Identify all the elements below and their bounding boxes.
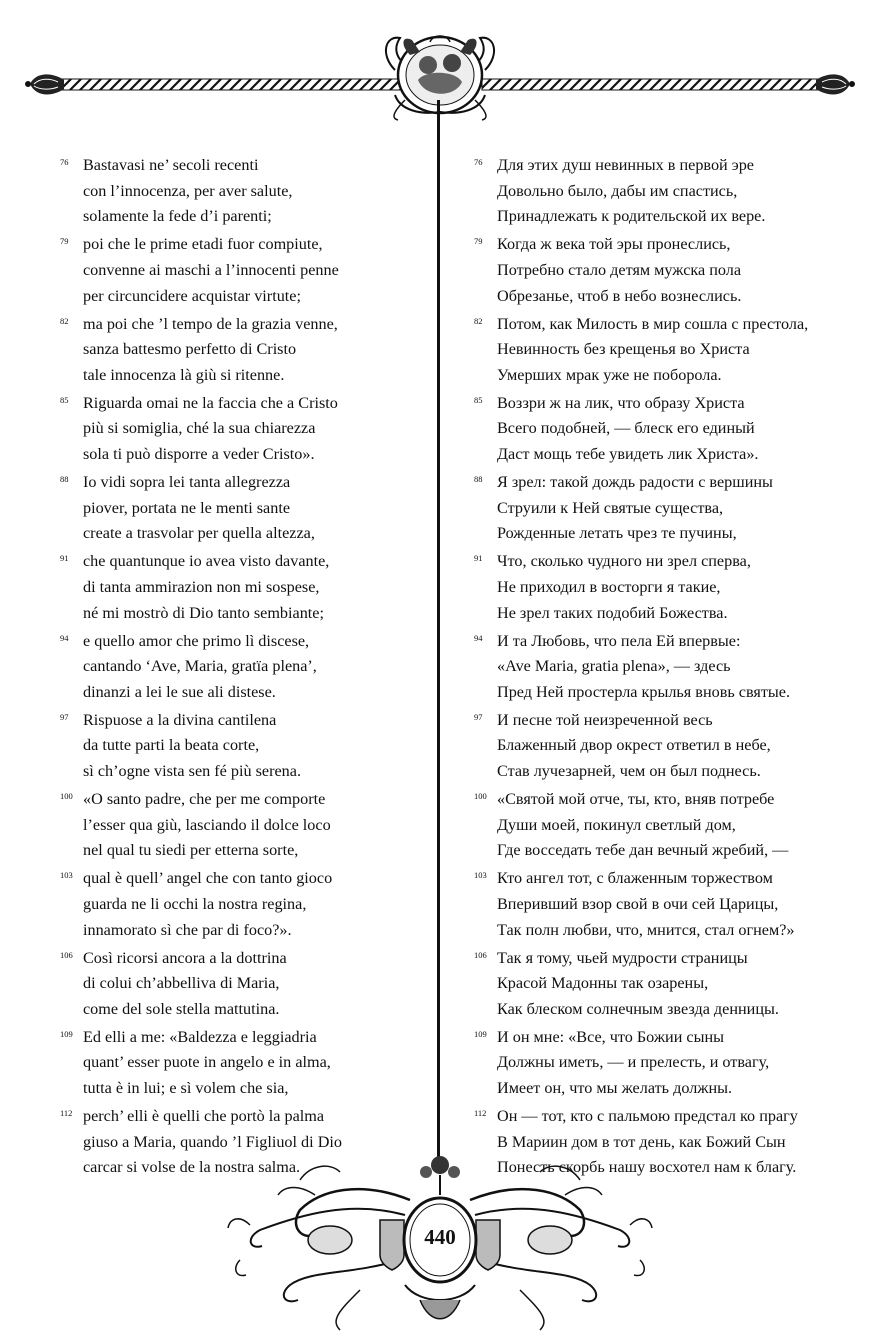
verse-line: nel qual tu siedi per etterna sorte, bbox=[83, 841, 299, 860]
line-number: 85 bbox=[474, 394, 483, 405]
line-number: 100 bbox=[474, 791, 487, 801]
tassel-left-icon bbox=[25, 74, 64, 94]
rope-bar-left bbox=[60, 79, 400, 90]
verse-line: l’esser qua giù, lasciando il dolce loco bbox=[83, 815, 331, 834]
russian-column bbox=[474, 153, 834, 1183]
tercet bbox=[474, 549, 834, 626]
verse-line: Обрезанье, чтоб в небо вознеслись. bbox=[497, 286, 742, 305]
line-number: 109 bbox=[474, 1028, 487, 1039]
tercet bbox=[60, 946, 420, 1023]
verse-line: Для этих душ невинных в первой эре bbox=[497, 156, 754, 174]
tercet bbox=[474, 312, 834, 389]
verse-line: né mi mostrò di Dio tanto sembiante; bbox=[83, 603, 324, 622]
verse-line: come del sole stella mattutina. bbox=[83, 999, 280, 1018]
verse-line: sì ch’ogne vista sen fé più serena. bbox=[83, 762, 302, 781]
tercet bbox=[474, 787, 834, 864]
tercet bbox=[60, 708, 420, 785]
verse-line: Io vidi sopra lei tanta allegrezza bbox=[83, 473, 291, 491]
verse-line: Не зрел таких подобий Божества. bbox=[497, 603, 728, 622]
verse-line: e quello amor che primo lì discese, bbox=[83, 631, 310, 650]
line-number: 106 bbox=[474, 949, 487, 960]
tercet bbox=[474, 153, 834, 230]
verse-line: tutta è in lui; e sì volem che sia, bbox=[83, 1079, 289, 1098]
verse-line: poi che le prime etadi fuor compiute, bbox=[83, 235, 323, 254]
verse-line: Так я тому, чьей мудрости страницы bbox=[497, 948, 748, 967]
tercet bbox=[60, 153, 420, 230]
verse-line: tale innocenza là giù si ritenne. bbox=[83, 365, 285, 384]
verse-line: Когда ж века той эры пронеслись, bbox=[497, 235, 731, 254]
tercet bbox=[474, 708, 834, 785]
tercet bbox=[60, 470, 420, 547]
italian-column bbox=[60, 153, 420, 1183]
verse-line: В Мариин дом в тот день, как Божий Сын bbox=[497, 1132, 786, 1151]
verse-line: Потом, как Милость в мир сошла с престола, bbox=[497, 314, 809, 333]
line-number: 91 bbox=[474, 553, 483, 564]
verse-line: con l’innocenza, per aver salute, bbox=[83, 181, 293, 200]
verse-line: per circuncidere acquistar virtute; bbox=[83, 286, 301, 305]
verse-line: Он — тот, кто с пальмою предстал ко прагу bbox=[497, 1107, 798, 1125]
verse-line: Воззри ж на лик, что образу Христа bbox=[497, 393, 745, 412]
rope-bar-right bbox=[482, 79, 822, 90]
line-number: 88 bbox=[474, 474, 483, 484]
verse-line: «Ave Maria, gratia plena», — здесь bbox=[497, 657, 731, 676]
verse-line: Красой Мадонны так озарены, bbox=[497, 974, 709, 993]
verse-line: Не приходил в восторги я такие, bbox=[497, 577, 721, 596]
verse-line: Рожденные летать чрез те пучины, bbox=[497, 524, 737, 543]
line-number: 112 bbox=[60, 1108, 73, 1118]
verse-line: Блаженный двор окрест ответил в небе, bbox=[497, 736, 771, 755]
tercet bbox=[474, 946, 834, 1023]
tercet bbox=[60, 391, 420, 468]
verse-line: Имеет он, что мы желать должны. bbox=[497, 1079, 733, 1098]
tercet bbox=[60, 787, 420, 864]
top-ornament bbox=[0, 0, 880, 150]
verse-line: Кто ангел тот, с блаженным торжеством bbox=[497, 869, 773, 888]
verse-line: «O santo padre, che per me comporte bbox=[83, 790, 326, 808]
verse-line: Così ricorsi ancora a la dottrina bbox=[83, 948, 287, 967]
verse-line: Где восседать тебе дан вечный жребий, — bbox=[497, 841, 789, 860]
line-number: 76 bbox=[474, 157, 483, 167]
verse-line: Невинность без крещенья во Христа bbox=[497, 340, 750, 359]
verse-line: Так полн любви, что, мнится, стал огнем?» bbox=[497, 920, 795, 939]
verse-line: Став лучезарней, чем он был поднесь. bbox=[497, 762, 761, 781]
line-number: 112 bbox=[474, 1108, 487, 1118]
line-number: 85 bbox=[60, 394, 69, 405]
line-number: 97 bbox=[474, 711, 483, 722]
verse-line: piover, portata ne le menti sante bbox=[83, 498, 291, 517]
line-number: 82 bbox=[474, 315, 483, 326]
tercet bbox=[60, 1025, 420, 1102]
tassel-right-icon bbox=[816, 74, 855, 94]
verse-line: Что, сколько чудного ни зрел сперва, bbox=[497, 552, 751, 571]
verse-line: Вперивший взор свой в очи сей Царицы, bbox=[497, 894, 779, 913]
verse-line: quant’ esser puote in angelo e in alma, bbox=[83, 1053, 331, 1072]
verse-line: che quantunque io avea visto davante, bbox=[83, 552, 330, 571]
verse-line: di tanta ammirazion non mi sospese, bbox=[83, 577, 320, 596]
verse-line: create a trasvolar per quella altezza, bbox=[83, 524, 315, 543]
verse-line: di colui ch’abbelliva di Maria, bbox=[83, 974, 280, 993]
line-number: 94 bbox=[474, 632, 483, 643]
verse-line: sola ti può disporre a veder Cristo». bbox=[83, 445, 315, 464]
verse-line: cantando ‘Ave, Maria, gratïa plena’, bbox=[83, 657, 317, 676]
verse-line: innamorato sì che par di foco?». bbox=[83, 920, 292, 939]
verse-line: più si somiglia, ché la sua chiarezza bbox=[83, 419, 316, 438]
line-number: 91 bbox=[60, 553, 69, 564]
tercet bbox=[474, 470, 834, 547]
line-number: 100 bbox=[60, 791, 73, 801]
verse-line: И та Любовь, что пела Ей впервые: bbox=[497, 631, 741, 650]
verse-line: carcar si volse de la nostra salma. bbox=[83, 1158, 301, 1177]
verse-line: convenne ai maschi a l’innocenti penne bbox=[83, 260, 339, 279]
verse-line: Как блеском солнечным звезда денницы. bbox=[497, 999, 779, 1018]
verse-line: solamente la fede d’i parenti; bbox=[83, 207, 272, 226]
verse-line: Пред Ней простерла крылья вновь святые. bbox=[497, 682, 791, 701]
line-number: 106 bbox=[60, 949, 73, 960]
verse-line: Rispuose a la divina cantilena bbox=[83, 710, 277, 729]
tercet bbox=[474, 232, 834, 309]
tercet bbox=[60, 629, 420, 706]
page-number: 440 bbox=[424, 1225, 456, 1249]
verse-line: Струили к Ней святые существа, bbox=[497, 498, 724, 517]
tercet bbox=[60, 312, 420, 389]
verse-line: Умерших мрак уже не поборола. bbox=[497, 365, 722, 384]
verse-line: Довольно было, дабы им спастись, bbox=[497, 181, 738, 200]
verse-line: Должны иметь, — и прелесть, и отвагу, bbox=[497, 1053, 770, 1072]
verse-line: giuso a Maria, quando ’l Figliuol di Dio bbox=[83, 1132, 342, 1151]
verse-line: Я зрел: такой дождь радости с вершины bbox=[497, 473, 773, 491]
tercet bbox=[474, 391, 834, 468]
verse-line: perch’ elli è quelli che portò la palma bbox=[83, 1107, 325, 1125]
cherub-cartouche-icon bbox=[386, 36, 494, 120]
tercet bbox=[474, 629, 834, 706]
tercet bbox=[60, 866, 420, 943]
tercet bbox=[60, 232, 420, 309]
verse-line: ma poi che ’l tempo de la grazia venne, bbox=[83, 314, 338, 333]
verse-line: Понесть скорбь нашу восхотел нам к благу. bbox=[497, 1158, 797, 1177]
verse-line: qual è quell’ angel che con tanto gioco bbox=[83, 869, 333, 888]
verse-line: Riguarda omai ne la faccia che a Cristo bbox=[83, 393, 338, 412]
verse-line: guarda ne li occhi la nostra regina, bbox=[83, 894, 307, 913]
line-number: 103 bbox=[60, 870, 73, 881]
verse-line: И он мне: «Все, что Божии сыны bbox=[497, 1027, 725, 1046]
verse-line: И песне той неизреченной весь bbox=[497, 710, 713, 729]
verse-line: Всего подобней, — блеск его единый bbox=[497, 419, 755, 438]
verse-line: Bastavasi ne’ secoli recenti bbox=[83, 156, 259, 174]
verse-line: sanza battesmo perfetto di Cristo bbox=[83, 340, 297, 359]
tercet bbox=[474, 1025, 834, 1102]
column-divider bbox=[437, 100, 440, 1162]
tercet bbox=[60, 549, 420, 626]
line-number: 76 bbox=[60, 157, 69, 167]
verse-line: dinanzi a lei le sue ali distese. bbox=[83, 682, 276, 701]
verse-line: Потребно стало детям мужска пола bbox=[497, 260, 742, 279]
line-number: 79 bbox=[60, 236, 69, 247]
verse-line: Принадлежать к родительской их вере. bbox=[497, 207, 766, 226]
line-number: 103 bbox=[474, 870, 487, 881]
line-number: 79 bbox=[474, 236, 483, 247]
line-number: 97 bbox=[60, 711, 69, 722]
verse-line: Души моей, покинул светлый дом, bbox=[497, 815, 736, 834]
line-number: 94 bbox=[60, 632, 69, 643]
line-number: 82 bbox=[60, 315, 69, 326]
line-number: 109 bbox=[60, 1028, 73, 1039]
tercet bbox=[474, 866, 834, 943]
line-number: 88 bbox=[60, 474, 69, 484]
verse-line: Ed elli a me: «Baldezza e leggiadria bbox=[83, 1027, 317, 1046]
verse-line: Даст мощь тебе увидеть лик Христа». bbox=[497, 445, 759, 464]
verse-line: da tutte parti la beata corte, bbox=[83, 736, 260, 755]
verse-line: «Святой мой отче, ты, кто, вняв потребе bbox=[497, 790, 775, 808]
